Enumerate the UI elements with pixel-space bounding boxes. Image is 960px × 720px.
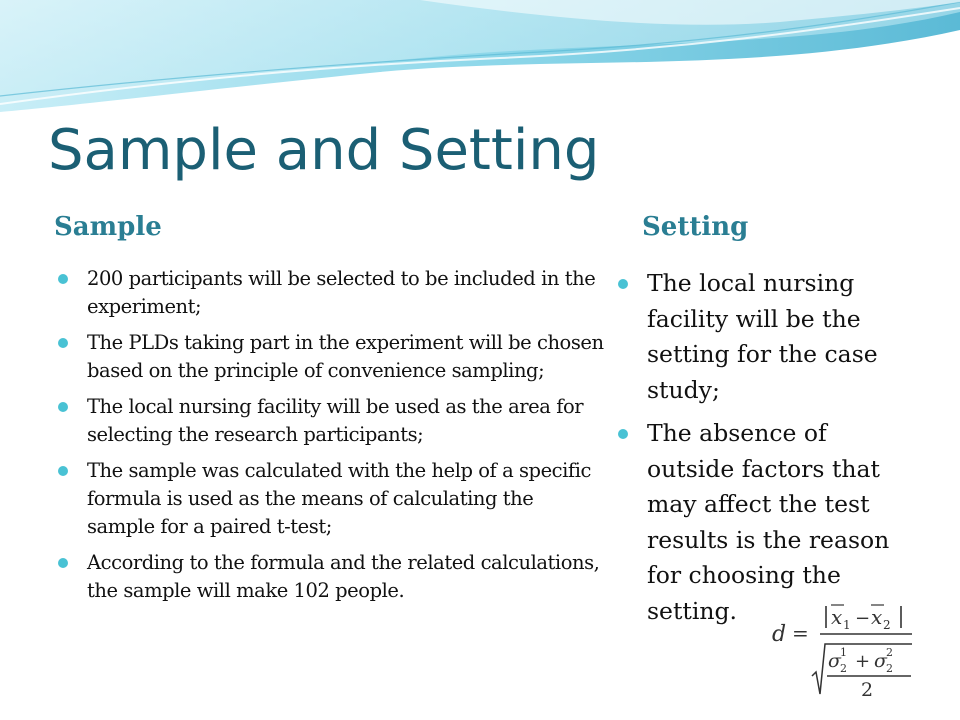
sample-bullet-list — [58, 265, 606, 613]
bullet-icon — [58, 274, 68, 284]
list-item — [58, 549, 606, 605]
formula-mean2-sub: 2 — [883, 618, 891, 632]
bullet-text: The PLDs taking part in the experiment will be chosen based on the principle of convenience sampling; — [87, 331, 604, 382]
list-item — [58, 393, 606, 449]
bullet-text: 200 participants will be selected to be included in the experiment; — [87, 267, 596, 318]
formula-minus: − — [855, 608, 871, 629]
list-item — [615, 416, 915, 629]
formula-plus: + — [855, 651, 871, 672]
formula-equals: = — [792, 621, 809, 645]
slide-title: Sample and Setting — [48, 118, 600, 183]
formula-mean1-sub: 1 — [843, 618, 851, 632]
formula-sigma2: σ — [874, 650, 887, 672]
bullet-icon — [618, 279, 628, 289]
header-wave-decoration — [0, 0, 960, 120]
formula-mean2: x — [871, 605, 883, 629]
bullet-text: The absence of outside factors that may affect the test results is the reason for choosing the setting. — [647, 419, 890, 625]
setting-bullet-list — [615, 266, 915, 637]
bullet-text: The sample was calculated with the help of a specific formula is used as the means of calculating the sample for a paired t-test; — [87, 459, 591, 538]
setting-heading: Setting — [642, 212, 749, 242]
formula-lhs: d — [772, 622, 787, 647]
list-item — [58, 329, 606, 385]
sample-heading: Sample — [54, 212, 162, 242]
bullet-icon — [58, 402, 68, 412]
list-item — [58, 457, 606, 541]
list-item — [58, 265, 606, 321]
formula-divisor: 2 — [861, 679, 874, 700]
formula-sigma1-sup: 1 — [840, 646, 847, 659]
bullet-icon — [58, 338, 68, 348]
formula-sigma2-sub: 2 — [886, 662, 893, 675]
formula-sigma2-sup: 2 — [886, 646, 893, 659]
bullet-text: The local nursing facility will be the setting for the case study; — [647, 269, 878, 404]
formula-mean1: x — [831, 605, 843, 629]
bullet-text: The local nursing facility will be used as the area for selecting the research participants; — [87, 395, 584, 446]
bullet-icon — [58, 558, 68, 568]
formula-sigma1: σ — [828, 650, 841, 672]
formula-sigma1-sub: 2 — [840, 662, 847, 675]
bullet-icon — [58, 466, 68, 476]
bullet-icon — [618, 429, 628, 439]
effect-size-formula — [770, 600, 920, 700]
list-item — [615, 266, 915, 408]
bullet-text: According to the formula and the related calculations, the sample will make 102 people. — [87, 551, 600, 602]
